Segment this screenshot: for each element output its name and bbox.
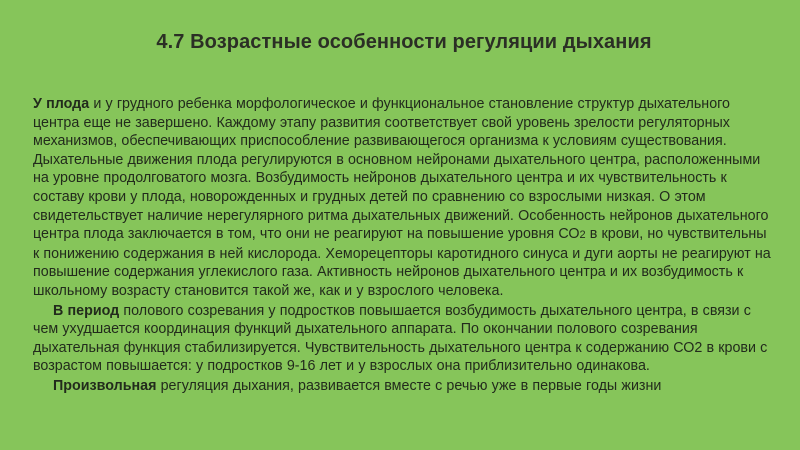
paragraph-fetus [33,95,773,301]
paragraph-text: и у грудного ребенка морфологическое и функциональное становление структур дыхательного центра еще не завершено. Каждому этапу развития соответствует свой уровень зрелости регуляторных механизмов, обеспечивающих приспособление развивающегося организма к условиям существования. Дыхательные движения плода регулируются в основном нейронами дыхательного центра, расположенными на уровне продолговатого мозга. Возбудимость нейронов дыхательного центра и их чувствительность к составу крови у плода, новорожденных и грудных детей по сравнению со взрослыми низкая. О этом свидетельствует наличие нерегулярного ритма дыхательных движений. Особенность нейронов дыхательного центра плода заключается в том, что они не реагируют на повышение уровня СО [33,96,769,243]
slide-title [0,31,800,54]
paragraph-lead: Произвольная [53,377,157,394]
slide-title-text: 4.7 Возрастные особенности регуляции дыхания [156,31,652,53]
paragraph-text: регуляция дыхания, развивается вместе с речью уже в первые годы жизни [156,377,662,394]
paragraph-text: полового созревания у подростков повышается возбудимость дыхательного центра, в связи с чем ухудшается координация функций дыхательного аппарата. По окончании полового созревания дыхательная функция стабилизируется. Чувствительность дыхательного центра к содержанию СО2 в крови с возрастом повышается: у подростков 9-16 лет и у взрослых она приблизительно одинакова. [33,302,768,375]
paragraph-subscript: 2 [579,229,586,242]
paragraph-text-continued: в крови, но чувствительны к понижению содержания в ней кислорода. Хеморецепторы каротидного синуса и дуги аорты не реагируют на повышение содержания углекислого газа. Активность нейронов дыхательного центра и их возбудимость к школьному возрасту становится такой же, как и у взрослого человека. [33,226,771,299]
slide-body [33,95,773,396]
paragraph-puberty [33,302,773,376]
paragraph-lead: У плода [33,96,90,112]
paragraph-lead: В период [53,302,120,319]
paragraph-voluntary [33,377,773,396]
